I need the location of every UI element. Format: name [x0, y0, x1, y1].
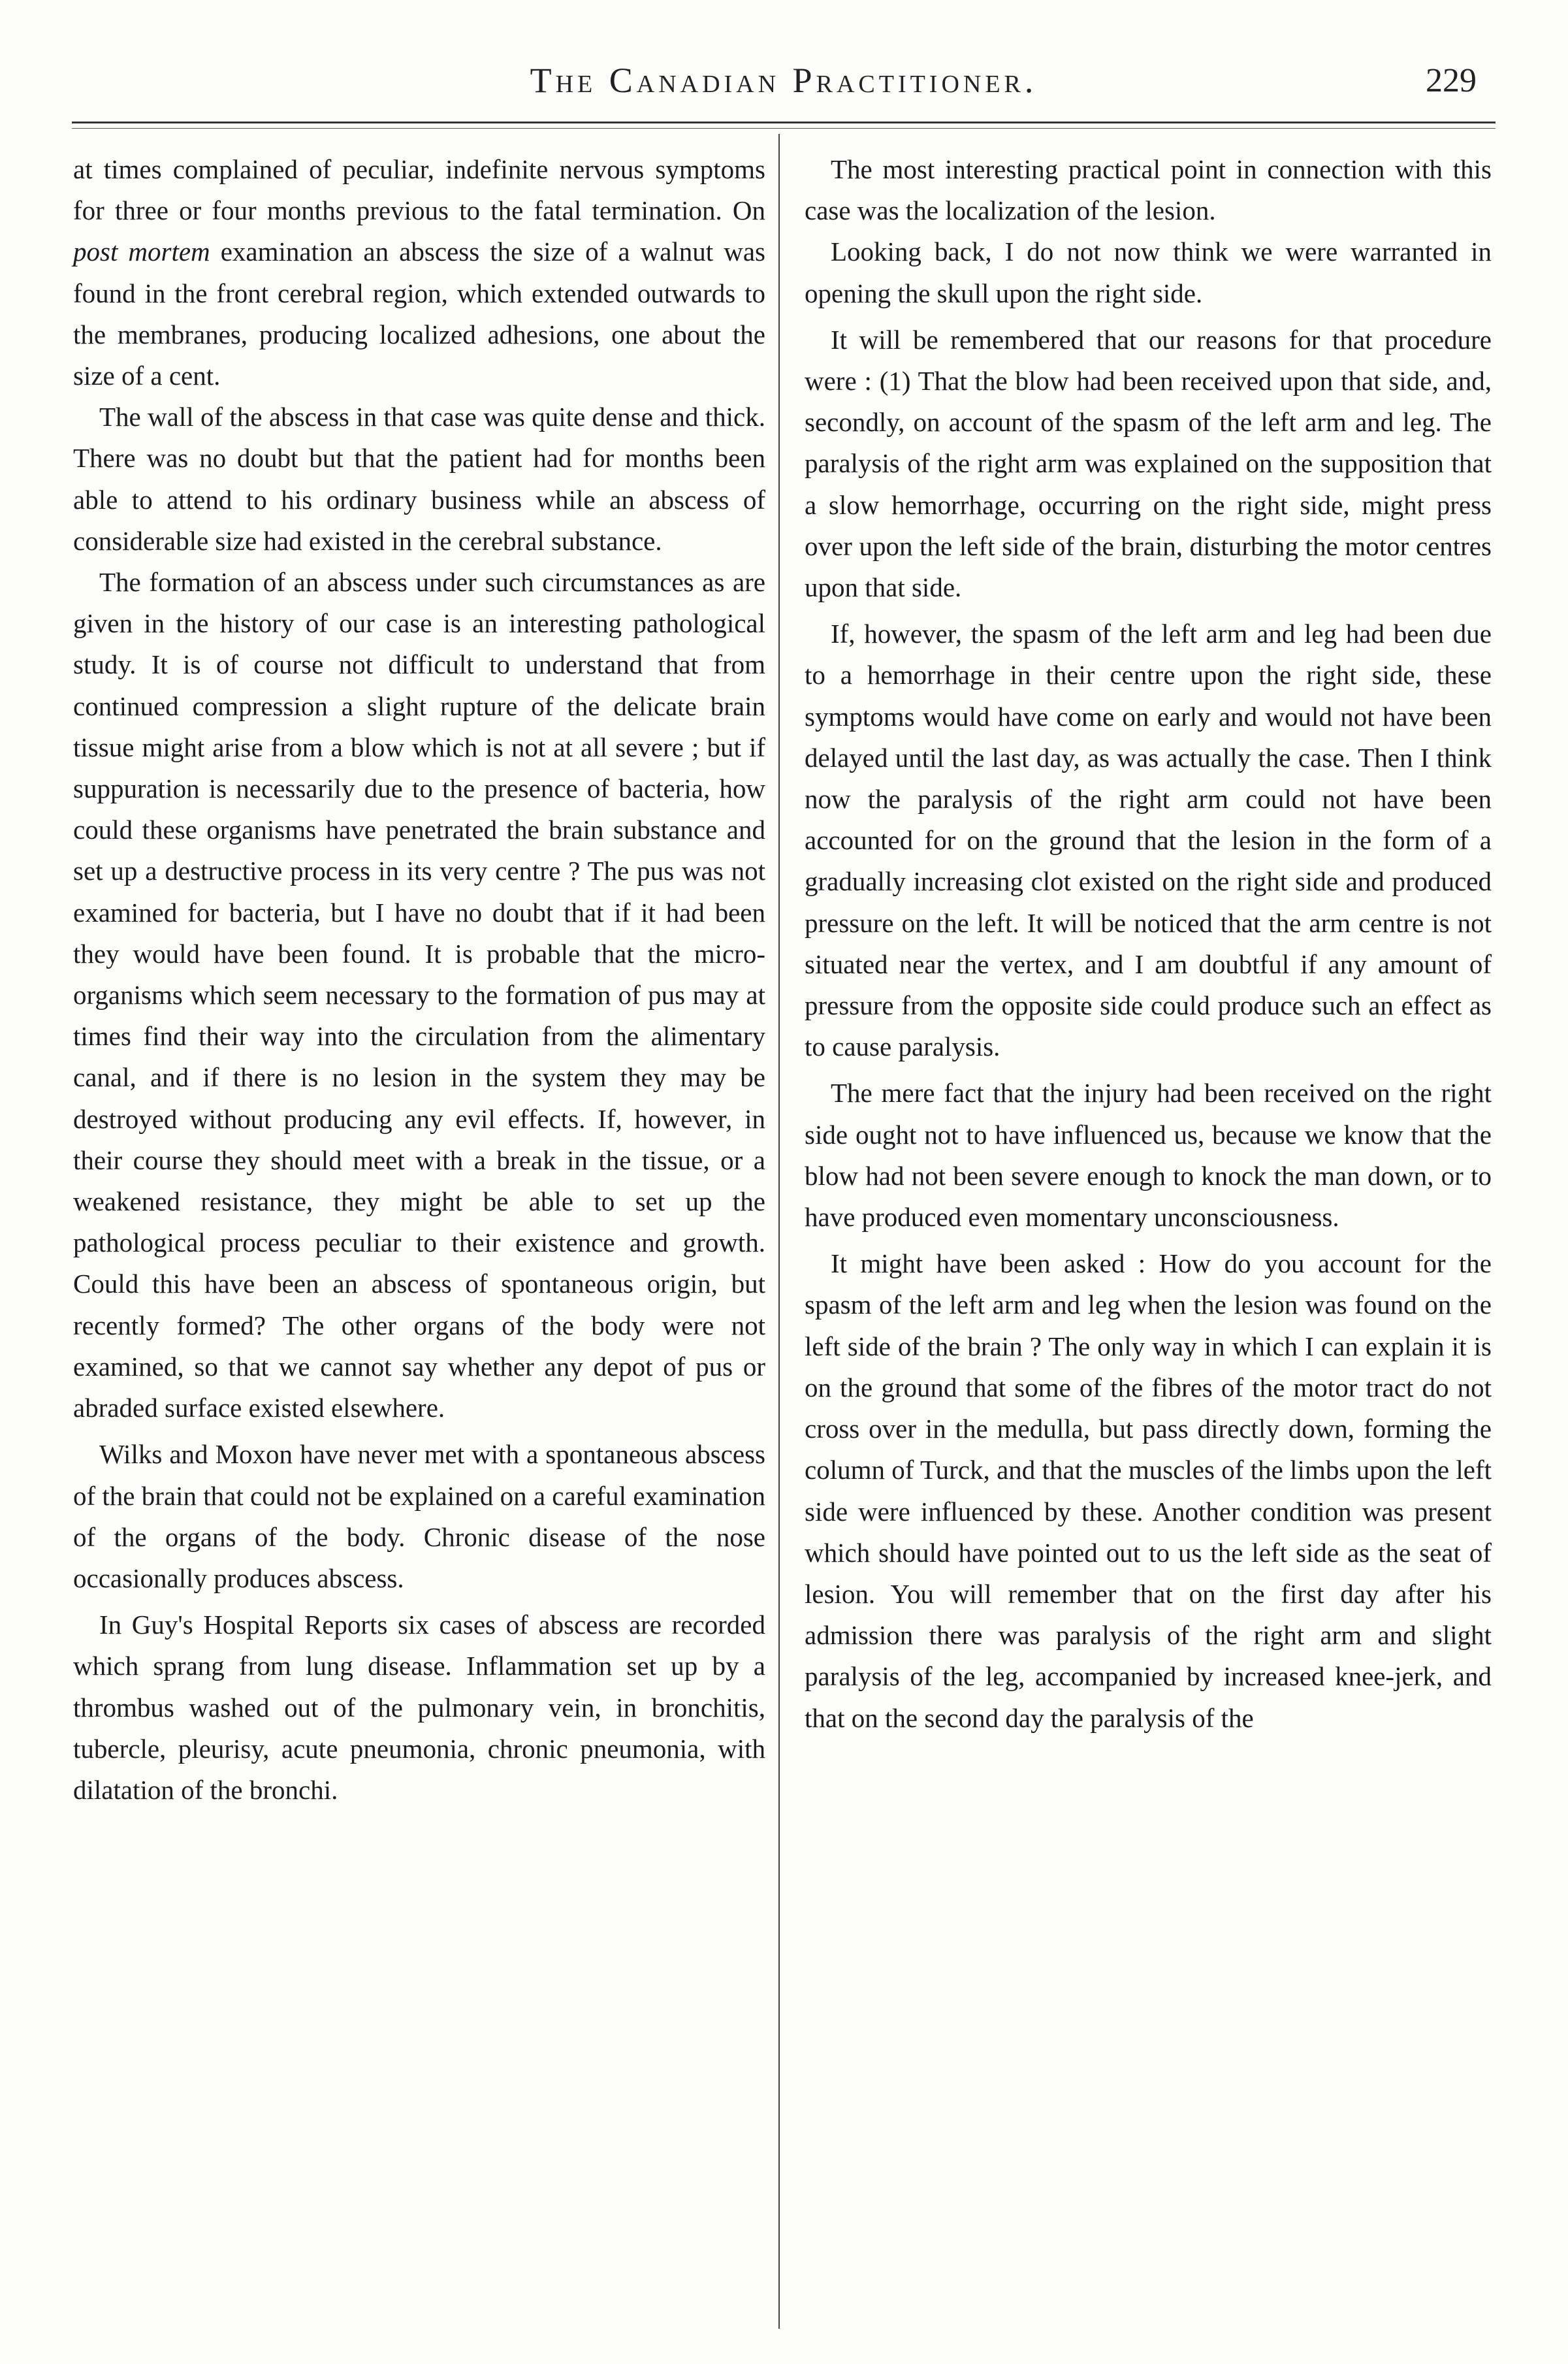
paragraph: It might have been asked : How do you account for the spasm of the left arm and leg when the lesion was found on the left side of the brain ? The only way in which I can explain it is on the ground that some of the fibres of the motor tract do not cross over in the medulla, but pass directly down, forming the column of Turck, and that the muscles of the limbs upon the left side were influenced by these. Another condition was present which should have pointed out to us the left side as the seat of lesion. You will remember that on the first day after his admission there was paralysis of the right arm and slight paralysis of the leg, accompanied by increased knee-jerk, and that on the second day the paralysis of the: [805, 1248, 1492, 1733]
paragraph: The mere fact that the injury had been received on the right side ought not to have influenced us, because we know that the blow had not been severe enough to knock the man down, or to have produced even momentary unconsciousness.: [805, 1078, 1492, 1233]
column-divider: [778, 134, 780, 2329]
italic-term: post mortem: [73, 236, 210, 267]
paragraph: [73, 149, 765, 397]
journal-title: The Canadian Practitioner.: [530, 61, 1038, 100]
page-number: 229: [1426, 62, 1477, 99]
paragraph: The most interesting practical point in connection with this case was the localization of the lesion.: [805, 154, 1492, 226]
header-rule-secondary: [72, 128, 1496, 129]
paragraph: If, however, the spasm of the left arm and leg had been due to a hemorrhage in their centre upon the right side, these symptoms would have come on early and would not have been delayed until the last day, as was actually the case. Then I think now the paralysis of the right arm could not have been accounted for on the ground that the lesion in the form of a gradually increasing clot existed on the right side and produced pressure on the left. It will be noticed that the arm centre is not situated near the vertex, and I am doubtful if any amount of pressure from the opposite side could produce such an effect as to cause paralysis.: [805, 619, 1492, 1062]
paragraph: The wall of the abscess in that case was quite dense and thick. There was no doubt but that the patient had for months been able to attend to his ordinary business while an abscess of considerable size had existed in the cerebral substance.: [73, 402, 765, 556]
paragraph: The formation of an abscess under such circumstances as are given in the history of our case is an interesting pathological study. It is of course not difficult to understand that from continued compression a slight rupture of the delicate brain tissue might arise from a blow which is not at all severe ; but if suppuration is necessarily due to the presence of bacteria, how could these organisms have penetrated the brain substance and set up a destructive process in its very centre ? The pus was not examined for bacteria, but I have no doubt that if it had been they would have been found. It is probable that the micro-organisms which seem necessary to the formation of pus may at times find their way into the circulation from the alimentary canal, and if there is no lesion in the system they may be destroyed without producing any evil effects. If, however, in their course they should meet with a break in the tissue, or a weakened resistance, they might be able to set up the pathological process peculiar to their existence and growth. Could this have been an abscess of spontaneous origin, but recently formed? The other organs of the body were not examined, so that we cannot say whether any depot of pus or abraded surface existed elsewhere.: [73, 567, 765, 1423]
running-head: [0, 60, 1568, 112]
paragraph: In Guy's Hospital Reports six cases of abscess are recorded which sprang from lung disease. Inflammation set up by a thrombus washed out of the pulmonary vein, in bronchitis, tubercle, pleurisy, acute pneumonia, chronic pneumonia, with dilatation of the bronchi.: [73, 1610, 765, 1805]
paragraph: Wilks and Moxon have never met with a spontaneous abscess of the brain that could not be explained on a careful examination of the organs of the body. Chronic disease of the nose occasionally produces abscess.: [73, 1439, 765, 1593]
paragraph: It will be remembered that our reasons for that procedure were : (1) That the blow had been received upon that side, and, secondly, on account of the spasm of the left arm and leg. The paralysis of the right arm was explained on the supposition that a slow hemorrhage, occurring on the right side, might press over upon the left side of the brain, disturbing the motor centres upon that side.: [805, 324, 1492, 603]
right-column: [805, 149, 1492, 1739]
paragraph: Looking back, I do not now think we were warranted in opening the skull upon the right side.: [805, 236, 1492, 308]
paragraph-text: at times complained of peculiar, indefinite nervous symptoms for three or four months previous to the fatal termination. On: [73, 154, 765, 226]
header-rule: [72, 121, 1496, 123]
left-column: [73, 149, 765, 1811]
paragraph-text: examination an abscess the size of a walnut was found in the front cerebral region, which extended outwards to the membranes, producing localized adhesions, one about the size of a cent.: [73, 236, 765, 391]
